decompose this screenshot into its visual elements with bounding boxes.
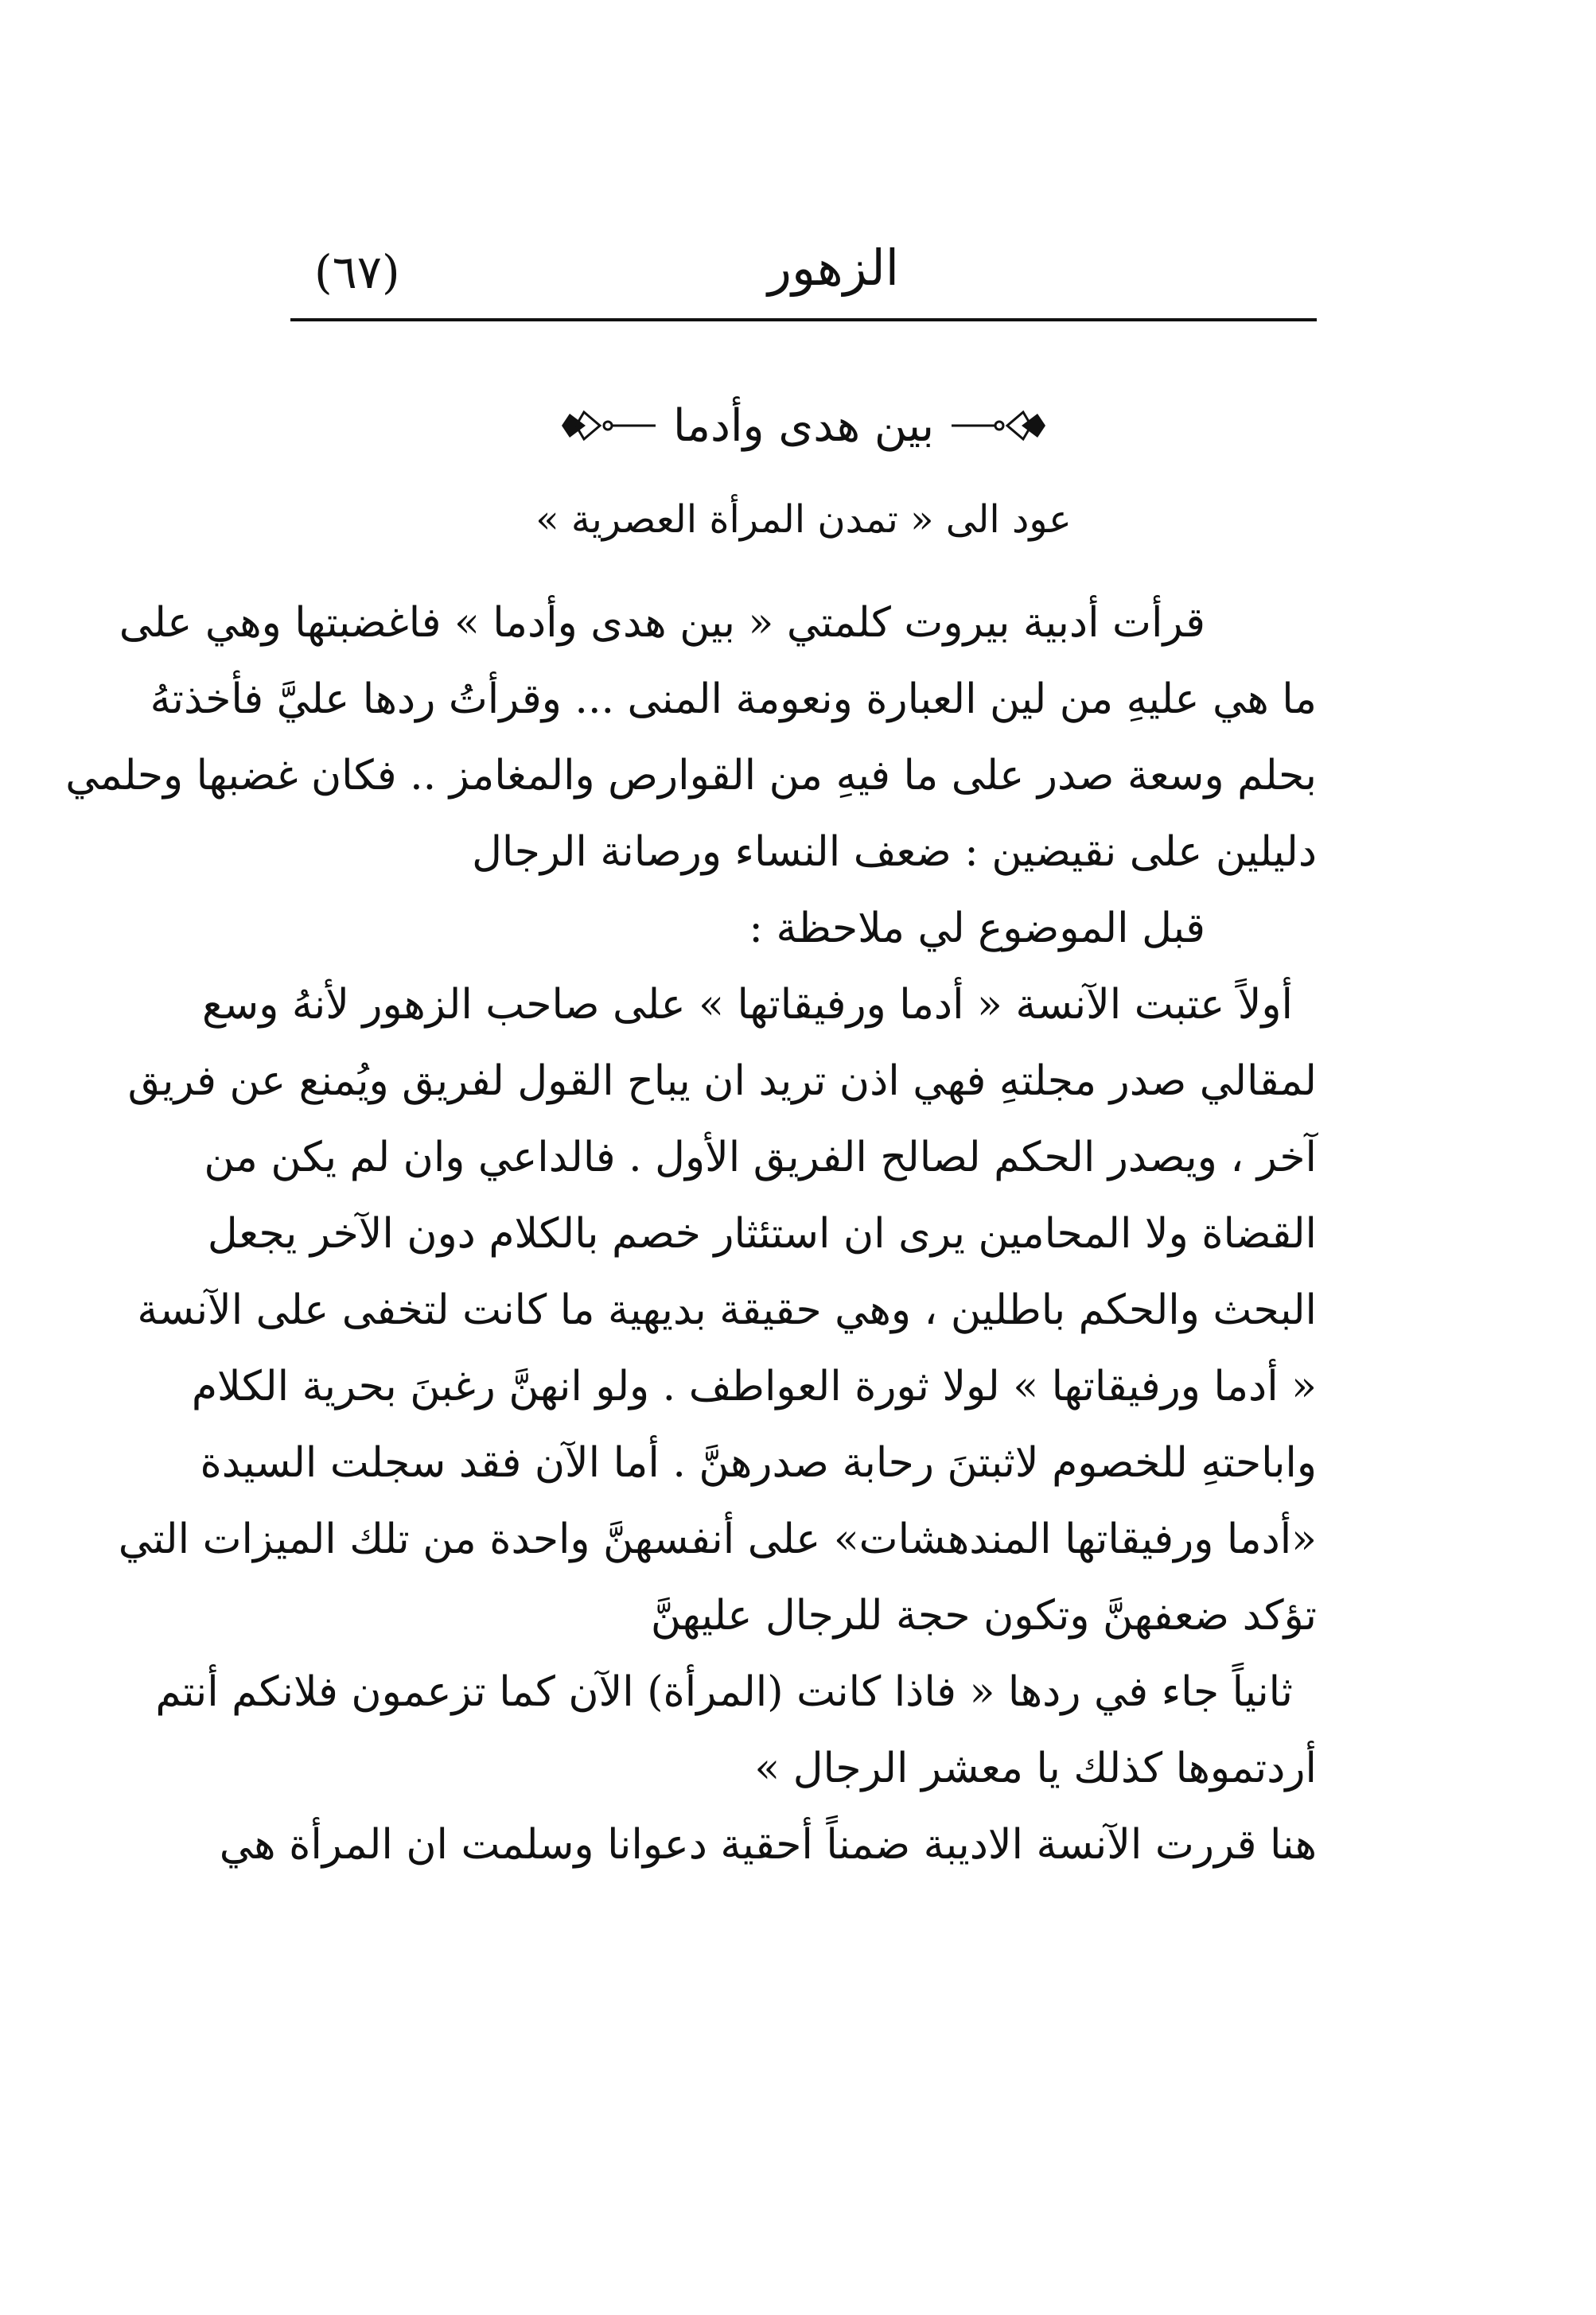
text-line: واباحتهِ للخصوم لاثبتنَ رحابة صدرهنَّ . أما الآن فقد سجلت السيدة: [200, 1439, 1317, 1487]
text-line: «أدما ورفيقاتها المندهشات» على أنفسهنَّ واحدة من تلك الميزات التي: [118, 1515, 1317, 1563]
text-line: آخر ، ويصدر الحكم لصالح الفريق الأول . فالداعي وان لم يكن من: [204, 1134, 1317, 1181]
page-number: (٦٧): [314, 245, 400, 299]
text-line: أردتموها كذلك يا معشر الرجال »: [754, 1745, 1317, 1792]
text-line: ما هي عليهِ من لين العبارة ونعومة المنى ... وقرأتُ ردها عليَّ فأخذتهُ: [150, 675, 1317, 723]
text-line: تؤكد ضعفهنَّ وتكون حجة للرجال عليهنَّ: [650, 1592, 1317, 1640]
text-line: بحلم وسعة صدر على ما فيهِ من القوارص والمغامز .. فكان غضبها وحلمي: [65, 752, 1317, 800]
body-text: [65, 585, 1317, 1883]
ornament-right-icon: [952, 406, 1047, 445]
text-line: البحث والحكم باطلين ، وهي حقيقة بديهية ما كانت لتخفى على الآنسة: [137, 1286, 1317, 1334]
text-line: أولاً عتبت الآنسة « أدما ورفيقاتها » على صاحب الزهور لأنهُ وسع: [201, 981, 1293, 1029]
text-line: لمقالي صدر مجلتهِ فهي اذن تريد ان يباح القول لفريق ويُمنع عن فريق: [127, 1057, 1317, 1105]
journal-title: الزهور: [768, 239, 899, 297]
section-subtitle: عود الى « تمدن المرأة العصرية »: [535, 497, 1072, 542]
running-head: [290, 239, 1317, 310]
text-line: دليلين على نقيضين : ضعف النساء ورصانة الرجال: [472, 828, 1317, 876]
text-line: « أدما ورفيقاتها » لولا ثورة العواطف . ولو انهنَّ رغبنَ بحرية الكلام: [191, 1363, 1317, 1410]
text-line: قبل الموضوع لي ملاحظة :: [749, 905, 1205, 952]
text-line: هنا قررت الآنسة الاديبة ضمناً أحقية دعوانا وسلمت ان المرأة هي: [219, 1821, 1317, 1869]
text-line: قرأت أدبية بيروت كلمتي « بين هدى وأدما » فاغضبتها وهي على: [119, 599, 1205, 647]
section-heading: [290, 390, 1317, 461]
text-line: ثانياً جاء في ردها « فاذا كانت (المرأة) الآن كما تزعمون فلانكم أنتم: [155, 1668, 1293, 1716]
section-title: بين هدى وأدما: [672, 399, 935, 452]
ornament-left-icon: [560, 406, 656, 445]
text-line: القضاة ولا المحامين يرى ان استئثار خصم بالكلام دون الآخر يجعل: [207, 1210, 1317, 1258]
header-rule: [290, 318, 1317, 321]
